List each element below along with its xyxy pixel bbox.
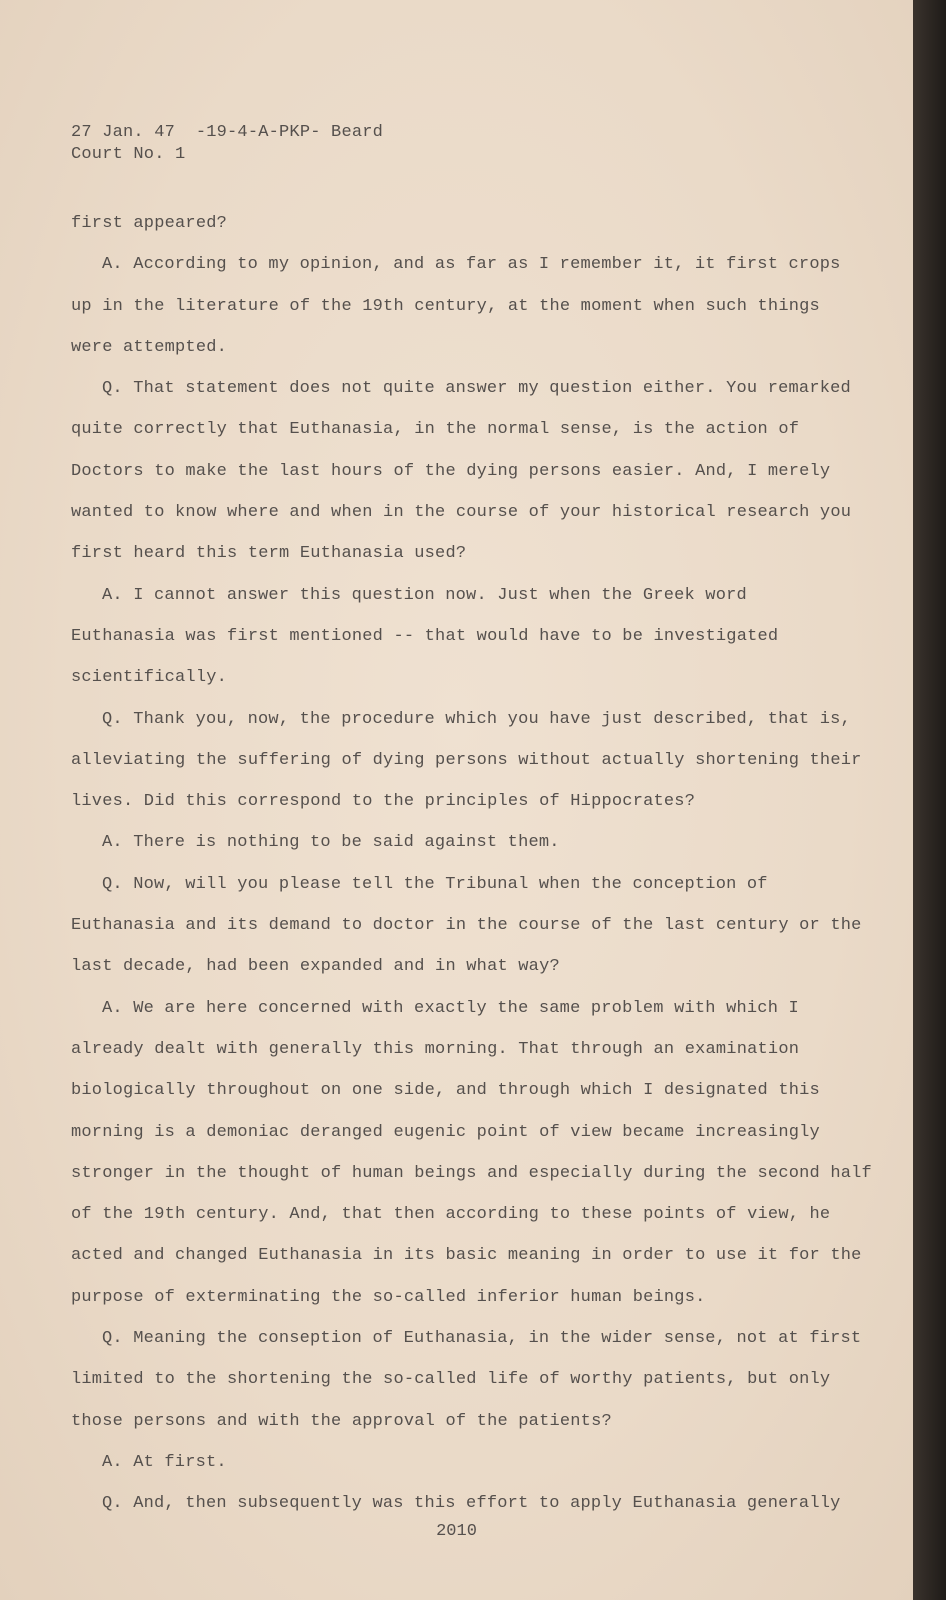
transcript-line: Q. Thank you, now, the procedure which you have just described, that is, [102, 709, 851, 729]
transcript-line: Q. That statement does not quite answer my question either. You remarked [102, 379, 851, 399]
transcript-line: Q. And, then subsequently was this effort to apply Euthanasia generally [102, 1494, 841, 1514]
transcript-line: Euthanasia was first mentioned -- that would have to be investigated [71, 626, 779, 646]
transcript-line: first heard this term Euthanasia used? [71, 544, 467, 564]
transcript-line: last decade, had been expanded and in what way? [71, 957, 560, 977]
transcript-line: first appeared? [71, 214, 228, 233]
transcript-line: up in the literature of the 19th century, at the moment when such things [71, 296, 820, 316]
scan-edge [913, 0, 946, 1600]
transcript-line: wanted to know where and when in the course of your historical research you [71, 503, 852, 523]
header-court-line: Court No. 1 [71, 145, 186, 164]
transcript-line: alleviating the suffering of dying persons without actually shortening their [71, 750, 862, 770]
transcript-line: of the 19th century. And, that then according to these points of view, he [71, 1205, 831, 1225]
header-date-line: 27 Jan. 47 -19-4-A-PKP- Beard [71, 123, 384, 142]
transcript-line: stronger in the thought of human beings and especially during the second half [71, 1163, 872, 1183]
transcript-line: were attempted. [71, 337, 228, 357]
transcript-line: those persons and with the approval of the patients? [71, 1411, 612, 1431]
transcript-body [71, 203, 872, 1525]
transcript-line: acted and changed Euthanasia in its basic meaning in order to use it for the [71, 1246, 862, 1266]
transcript-line: Q. Now, will you please tell the Tribunal when the conception of [102, 874, 768, 894]
transcript-line: already dealt with generally this morning. That through an examination [71, 1039, 800, 1059]
transcript-line: scientifically. [71, 668, 228, 688]
transcript-line: lives. Did this correspond to the principles of Hippocrates? [71, 792, 696, 812]
transcript-line: quite correctly that Euthanasia, in the normal sense, is the action of [71, 420, 800, 440]
transcript-line: Q. Meaning the conseption of Euthanasia, in the wider sense, not at first [102, 1329, 862, 1349]
transcript-line: limited to the shortening the so-called life of worthy patients, but only [71, 1370, 831, 1390]
transcript-line: Euthanasia and its demand to doctor in the course of the last century or the [71, 916, 862, 936]
transcript-line: A. At first. [102, 1452, 227, 1472]
transcript-line: biologically throughout on one side, and through which I designated this [71, 1081, 820, 1101]
transcript-line: purpose of exterminating the so-called inferior human beings. [71, 1287, 706, 1307]
transcript-line: Doctors to make the last hours of the dying persons easier. And, I merely [71, 461, 831, 481]
page-number: 2010 [436, 1522, 477, 1541]
transcript-line: A. There is nothing to be said against them. [102, 833, 560, 853]
transcript-line: A. We are here concerned with exactly the same problem with which I [102, 998, 799, 1018]
transcript-line: A. According to my opinion, and as far as I remember it, it first crops [102, 255, 841, 275]
transcript-line: morning is a demoniac deranged eugenic point of view became increasingly [71, 1122, 820, 1142]
transcript-line: A. I cannot answer this question now. Just when the Greek word [102, 585, 747, 605]
document-header [71, 122, 383, 166]
